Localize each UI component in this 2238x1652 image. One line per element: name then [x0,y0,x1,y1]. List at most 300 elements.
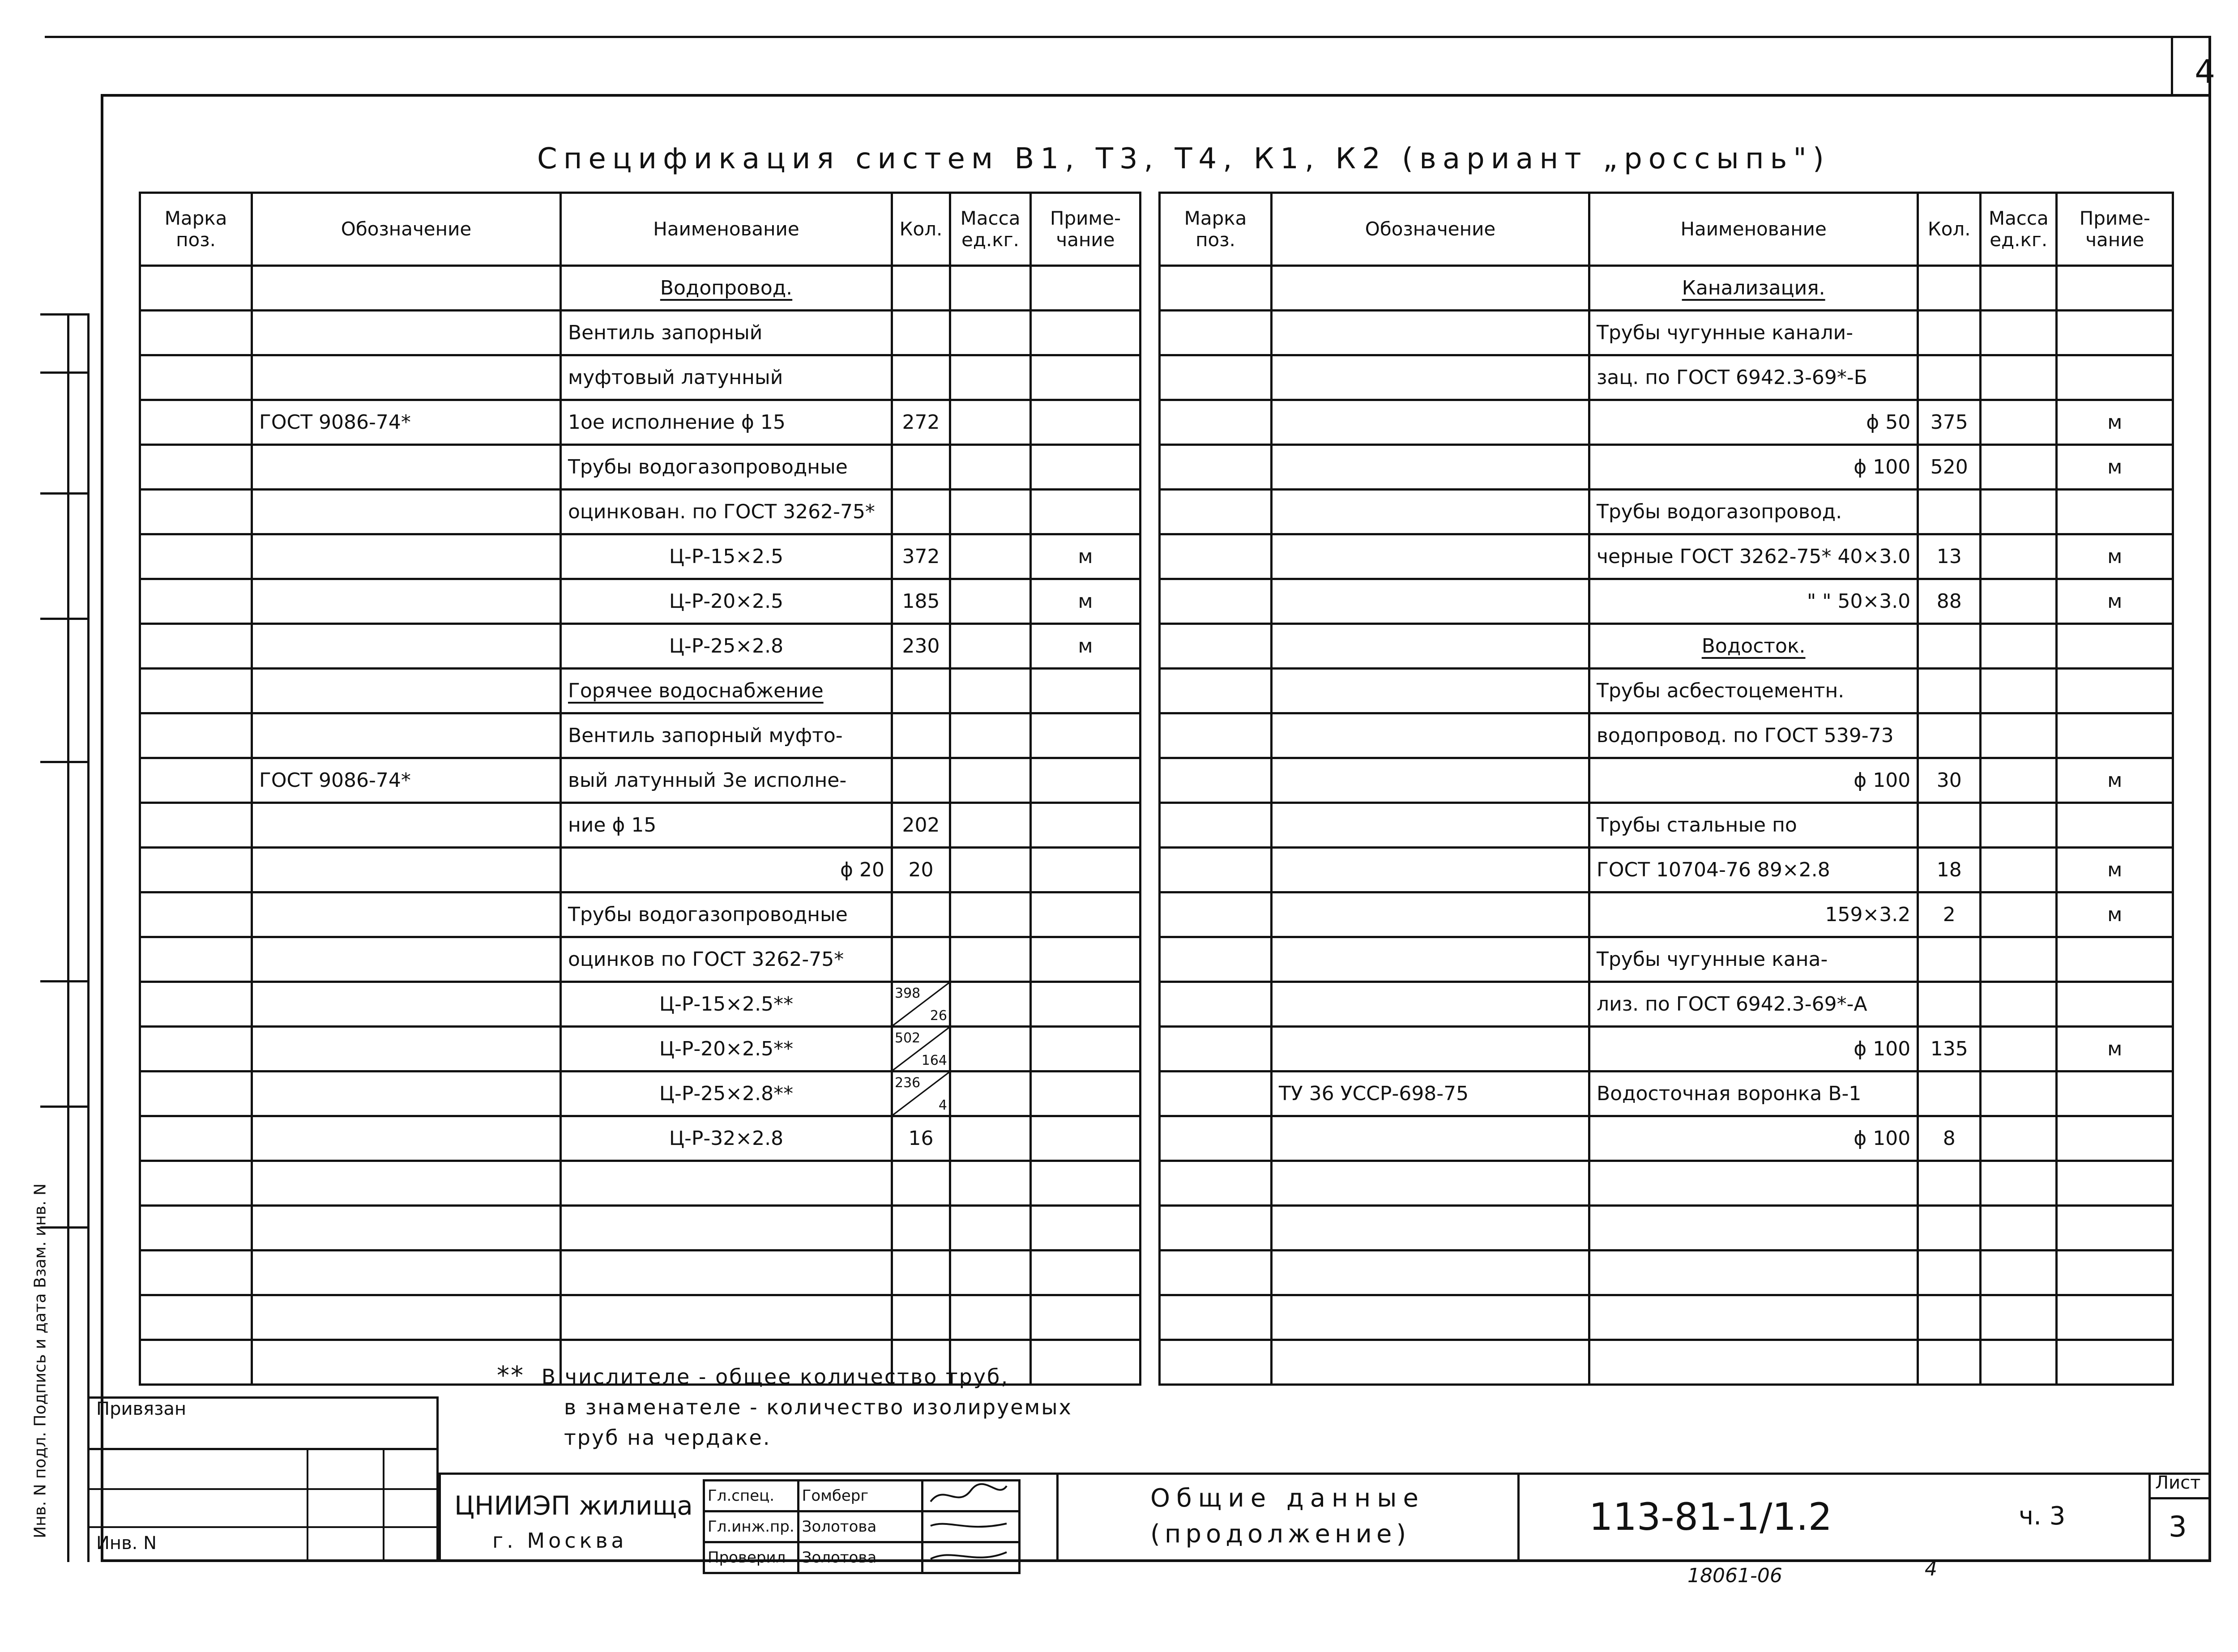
table-row [140,1206,1140,1251]
mass-cell [950,848,1031,892]
mark-cell [1160,445,1272,490]
designation-cell [252,445,561,490]
note-cell [1031,1116,1140,1161]
note-cell [2057,669,2173,713]
table-row [1160,579,2173,624]
qty-cell: 135 [1918,1027,1981,1071]
mass-cell [950,579,1031,624]
designation-cell [252,803,561,848]
mass-cell [1981,1116,2057,1161]
mark-cell [1160,490,1272,534]
header-designation: Обозначение [252,193,561,266]
designation-cell [1272,311,1589,355]
designation-cell [252,534,561,579]
table-row [1160,624,2173,669]
designation-cell: ГОСТ 9086-74* [252,758,561,803]
mass-cell [1981,579,2057,624]
mass-cell [1981,400,2057,445]
role-signature [922,1511,1019,1542]
role-label: Гл.инж.пр. [704,1511,799,1542]
mass-cell [1981,937,2057,982]
name-cell: вый латунный 3е исполне- [561,758,892,803]
table-row [1160,1251,2173,1295]
note-cell [2057,355,2173,400]
header-mark: Марка поз. [140,193,252,266]
mass-cell [1981,1340,2057,1385]
qty-cell [1918,937,1981,982]
qty-cell [1918,1161,1981,1206]
role-signature [922,1542,1019,1573]
name-cell [561,1161,892,1206]
header-qty: Кол. [1918,193,1981,266]
note-cell [2057,490,2173,534]
mark-cell [140,445,252,490]
qty-cell: 8 [1918,1116,1981,1161]
note-cell [1031,1027,1140,1071]
mass-cell [1981,624,2057,669]
org-city: г. Москва [492,1528,628,1553]
footnote-line-3: труб на чердаке. [564,1426,771,1450]
name-cell: ϕ 50 [1589,400,1918,445]
mark-cell [140,758,252,803]
designation-cell [252,490,561,534]
mass-cell [950,1206,1031,1251]
designation-cell [1272,490,1589,534]
mass-cell [950,400,1031,445]
doc-code: 113-81-1/1.2 [1589,1495,1832,1539]
note-cell [2057,624,2173,669]
table-row [1160,355,2173,400]
qty-cell [892,937,950,982]
left-spec-table-wrap [139,192,1141,1386]
note-cell [1031,758,1140,803]
table-row [140,266,1140,311]
mark-cell [140,579,252,624]
mass-cell [950,1027,1031,1071]
mark-cell [1160,1027,1272,1071]
mass-cell [950,1295,1031,1340]
mass-cell [950,624,1031,669]
table-row [1160,1340,2173,1385]
mark-cell [1160,803,1272,848]
table-row [140,1251,1140,1295]
qty-cell [892,892,950,937]
designation-cell [1272,266,1589,311]
table-row [140,579,1140,624]
mark-cell [1160,534,1272,579]
note-cell: м [1031,579,1140,624]
qty-cell [892,355,950,400]
binding-strip-line-4 [40,618,90,620]
mass-cell [950,1071,1031,1116]
qty-cell: 16 [892,1116,950,1161]
note-cell [1031,400,1140,445]
top-edge-line [45,36,2211,38]
designation-cell: ТУ 36 УССР-698-75 [1272,1071,1589,1116]
part-label: ч. 3 [2019,1502,2066,1531]
name-cell: ϕ 100 [1589,1116,1918,1161]
note-cell [2057,1295,2173,1340]
header-note: Приме- чание [2057,193,2173,266]
mass-cell [1981,534,2057,579]
qty-cell: 372 [892,534,950,579]
mass-cell [1981,669,2057,713]
table-row [1160,669,2173,713]
designation-cell [1272,1027,1589,1071]
note-cell [2057,266,2173,311]
name-cell: ГОСТ 10704-76 89×2.8 [1589,848,1918,892]
role-signature [922,1481,1019,1511]
table-row [1160,490,2173,534]
designation-cell [252,1206,561,1251]
mark-cell [1160,1161,1272,1206]
doc-title-line-2: (продолжение) [1150,1520,1411,1549]
fraction-numerator: 398 [895,986,921,1001]
designation-cell [252,1071,561,1116]
qty-cell [892,758,950,803]
table-row [140,669,1140,713]
mass-cell [950,758,1031,803]
qty-cell: 13 [1918,534,1981,579]
doc-title-divider-left [1056,1473,1059,1560]
sheet-box-mid [2148,1497,2211,1499]
binding-strip-mid [67,313,69,1562]
note-cell [1031,355,1140,400]
table-row [1160,311,2173,355]
note-cell [2057,311,2173,355]
designation-cell [1272,624,1589,669]
note-cell [1031,1071,1140,1116]
designation-cell [252,266,561,311]
frame-right-line [2208,36,2211,1562]
qty-cell: 202 [892,803,950,848]
table-row [140,1116,1140,1161]
qty-cell [1918,1340,1981,1385]
name-cell: Горячее водоснабжение [561,669,892,713]
doc-title-line-1: Общие данные [1150,1484,1425,1513]
name-cell: Канализация. [1589,266,1918,311]
role-person: Золотова [798,1511,922,1542]
footnote-line-2: в знаменателе - количество изолируемых [564,1395,1072,1419]
qty-cell: 2 [1918,892,1981,937]
table-row [140,1295,1140,1340]
mass-cell [950,355,1031,400]
designation-cell [252,1161,561,1206]
designation-cell [1272,1161,1589,1206]
mass-cell [950,982,1031,1027]
name-cell: черные ГОСТ 3262-75* 40×3.0 [1589,534,1918,579]
name-cell: Ц-Р-32×2.8 [561,1116,892,1161]
note-cell: м [2057,534,2173,579]
name-cell: " " 50×3.0 [1589,579,1918,624]
qty-cell [892,490,950,534]
fraction [893,983,949,1025]
designation-cell [1272,848,1589,892]
binding-strip-line-5 [40,761,90,763]
designation-cell [1272,892,1589,937]
table-row [1160,803,2173,848]
note-cell [1031,937,1140,982]
mass-cell [950,1161,1031,1206]
name-cell: зац. по ГОСТ 6942.3-69*-Б [1589,355,1918,400]
table-row [140,400,1140,445]
designation-cell [252,355,561,400]
mass-cell [1981,758,2057,803]
note-cell: м [2057,892,2173,937]
name-cell: муфтовый латунный [561,355,892,400]
name-cell: Водосточная воронка В-1 [1589,1071,1918,1116]
designation-cell [252,669,561,713]
table-row [1160,1295,2173,1340]
name-cell: ϕ 100 [1589,445,1918,490]
role-row [704,1542,1020,1573]
name-cell: 1ое исполнение ϕ 15 [561,400,892,445]
mass-cell [950,266,1031,311]
mark-cell [140,892,252,937]
footnote-mark: ** [497,1361,525,1390]
fraction-numerator: 502 [895,1030,921,1046]
note-cell [2057,937,2173,982]
mark-cell [140,400,252,445]
mark-cell [140,1295,252,1340]
mark-cell [140,713,252,758]
name-cell: Водопровод. [561,266,892,311]
name-cell [1589,1161,1918,1206]
mark-cell [140,803,252,848]
mark-cell [1160,1295,1272,1340]
note-cell [1031,311,1140,355]
header-name: Наименование [561,193,892,266]
mark-cell [1160,311,1272,355]
name-cell: Трубы асбестоцементн. [1589,669,1918,713]
qty-cell [1918,490,1981,534]
doc-code-divider-left [1517,1473,1520,1560]
table-row [1160,892,2173,937]
name-cell: Вентиль запорный [561,311,892,355]
table-row [140,803,1140,848]
note-cell [1031,669,1140,713]
name-cell: оцинкован. по ГОСТ 3262-75* [561,490,892,534]
mark-cell [140,266,252,311]
mass-cell [1981,490,2057,534]
qty-cell [892,445,950,490]
mark-cell [1160,266,1272,311]
designation-cell [252,982,561,1027]
name-cell: Ц-Р-25×2.8** [561,1071,892,1116]
name-cell: Ц-Р-20×2.5** [561,1027,892,1071]
mark-cell [140,1206,252,1251]
mark-cell [140,982,252,1027]
sheet-label: Лист [2155,1473,2201,1493]
mass-cell [1981,266,2057,311]
name-cell [1589,1251,1918,1295]
designation-cell [1272,400,1589,445]
mass-cell [950,534,1031,579]
table-row [140,937,1140,982]
qty-cell [1918,1295,1981,1340]
mark-cell [140,1161,252,1206]
name-cell [1589,1295,1918,1340]
designation-cell [1272,758,1589,803]
mass-cell [1981,445,2057,490]
mass-cell [950,311,1031,355]
org-name: ЦНИИЭП жилища [454,1490,693,1521]
name-cell: ние ϕ 15 [561,803,892,848]
designation-cell [1272,803,1589,848]
binding-strip-line-1 [40,313,90,316]
designation-cell [1272,1206,1589,1251]
attached-label: Привязан [96,1399,187,1419]
name-cell: водопровод. по ГОСТ 539-73 [1589,713,1918,758]
designation-cell [252,1251,561,1295]
spec-title: Спецификация систем В1, Т3, Т4, К1, К2 (вариант „россыпь") [537,142,1830,175]
qty-cell: 185 [892,579,950,624]
qty-cell [1918,1071,1981,1116]
fraction-denominator: 26 [930,1008,947,1024]
note-cell [1031,713,1140,758]
mark-cell [1160,1116,1272,1161]
designation-cell [1272,1295,1589,1340]
right-spec-table [1158,192,2174,1386]
left-spec-table [139,192,1141,1386]
fraction-denominator: 164 [921,1053,947,1068]
designation-cell [1272,937,1589,982]
name-cell: Ц-Р-15×2.5** [561,982,892,1027]
frame-top-line [101,94,2211,97]
qty-cell: 230 [892,624,950,669]
mass-cell [950,445,1031,490]
designation-cell [252,713,561,758]
qty-cell [1918,311,1981,355]
mark-cell [1160,579,1272,624]
note-cell: м [2057,445,2173,490]
note-cell: м [2057,400,2173,445]
table-row [1160,982,2173,1027]
note-cell [2057,1251,2173,1295]
qty-cell [1918,982,1981,1027]
header-note: Приме- чание [1031,193,1140,266]
note-cell [1031,445,1140,490]
note-cell [1031,490,1140,534]
header-designation: Обозначение [1272,193,1589,266]
qty-cell [1918,669,1981,713]
mark-cell [1160,669,1272,713]
header-mark: Марка поз. [1160,193,1272,266]
designation-cell [1272,982,1589,1027]
table-row [140,1161,1140,1206]
mass-cell [1981,355,2057,400]
inv-label: Инв. N [96,1533,157,1554]
mass-cell [950,669,1031,713]
mark-cell [140,937,252,982]
note-cell [2057,803,2173,848]
table-row [1160,1161,2173,1206]
qty-cell [1918,266,1981,311]
mark-cell [1160,1206,1272,1251]
name-cell: Трубы чугунные кана- [1589,937,1918,982]
note-cell: м [2057,848,2173,892]
right-spec-table-wrap [1158,192,2174,1386]
name-cell: Трубы стальные по [1589,803,1918,848]
designation-cell: ГОСТ 9086-74* [252,400,561,445]
designation-cell [1272,355,1589,400]
designation-cell [252,1027,561,1071]
table-row [140,445,1140,490]
table-row [1160,937,2173,982]
table-row [140,713,1140,758]
note-cell: м [2057,758,2173,803]
qty-cell: 272 [892,400,950,445]
qty-cell: 30 [1918,758,1981,803]
note-cell [1031,892,1140,937]
designation-cell [1272,579,1589,624]
attached-grid-1 [90,1488,439,1490]
mass-cell [950,1116,1031,1161]
table-row [140,534,1140,579]
mark-cell [140,669,252,713]
note-cell [2057,1116,2173,1161]
footnote-line-1: В числителе - общее количество труб, [541,1365,1009,1389]
attached-grid-2 [90,1526,439,1528]
designation-cell [1272,445,1589,490]
name-cell: ϕ 100 [1589,758,1918,803]
name-cell: Ц-Р-25×2.8 [561,624,892,669]
table-row [1160,713,2173,758]
table-row [140,758,1140,803]
mark-cell [140,1251,252,1295]
table-row [140,892,1140,937]
note-cell [1031,266,1140,311]
mass-cell [1981,982,2057,1027]
mark-cell [140,848,252,892]
qty-cell [892,311,950,355]
qty-cell [892,1295,950,1340]
fraction [893,1072,949,1115]
mark-cell [140,1027,252,1071]
table-row [1160,266,2173,311]
mark-cell [1160,1071,1272,1116]
mark-cell [1160,400,1272,445]
mass-cell [950,713,1031,758]
mark-cell [140,624,252,669]
mass-cell [1981,848,2057,892]
qty-cell [892,1161,950,1206]
designation-cell [252,848,561,892]
mass-cell [950,1251,1031,1295]
name-cell: оцинков по ГОСТ 3262-75* [561,937,892,982]
mark-cell [1160,848,1272,892]
mark-cell [140,355,252,400]
header-name: Наименование [1589,193,1918,266]
designation-cell [252,579,561,624]
mark-cell [140,1071,252,1116]
side-label: Инв. N подл. Подпись и дата Взам. инв. N [31,1183,50,1538]
table-row [140,1071,1140,1116]
sheet-box-left [2148,1473,2151,1560]
mass-cell [1981,311,2057,355]
qty-cell: 88 [1918,579,1981,624]
attached-grid-v2 [383,1448,384,1562]
note-cell [1031,1251,1140,1295]
binding-strip-line-3 [40,492,90,495]
designation-cell [1272,1251,1589,1295]
name-cell: ϕ 100 [1589,1027,1918,1071]
binding-strip-line-2 [40,371,90,374]
role-person: Золотова [798,1542,922,1573]
attached-box-right [436,1396,439,1562]
mark-cell [1160,713,1272,758]
table-row [1160,445,2173,490]
